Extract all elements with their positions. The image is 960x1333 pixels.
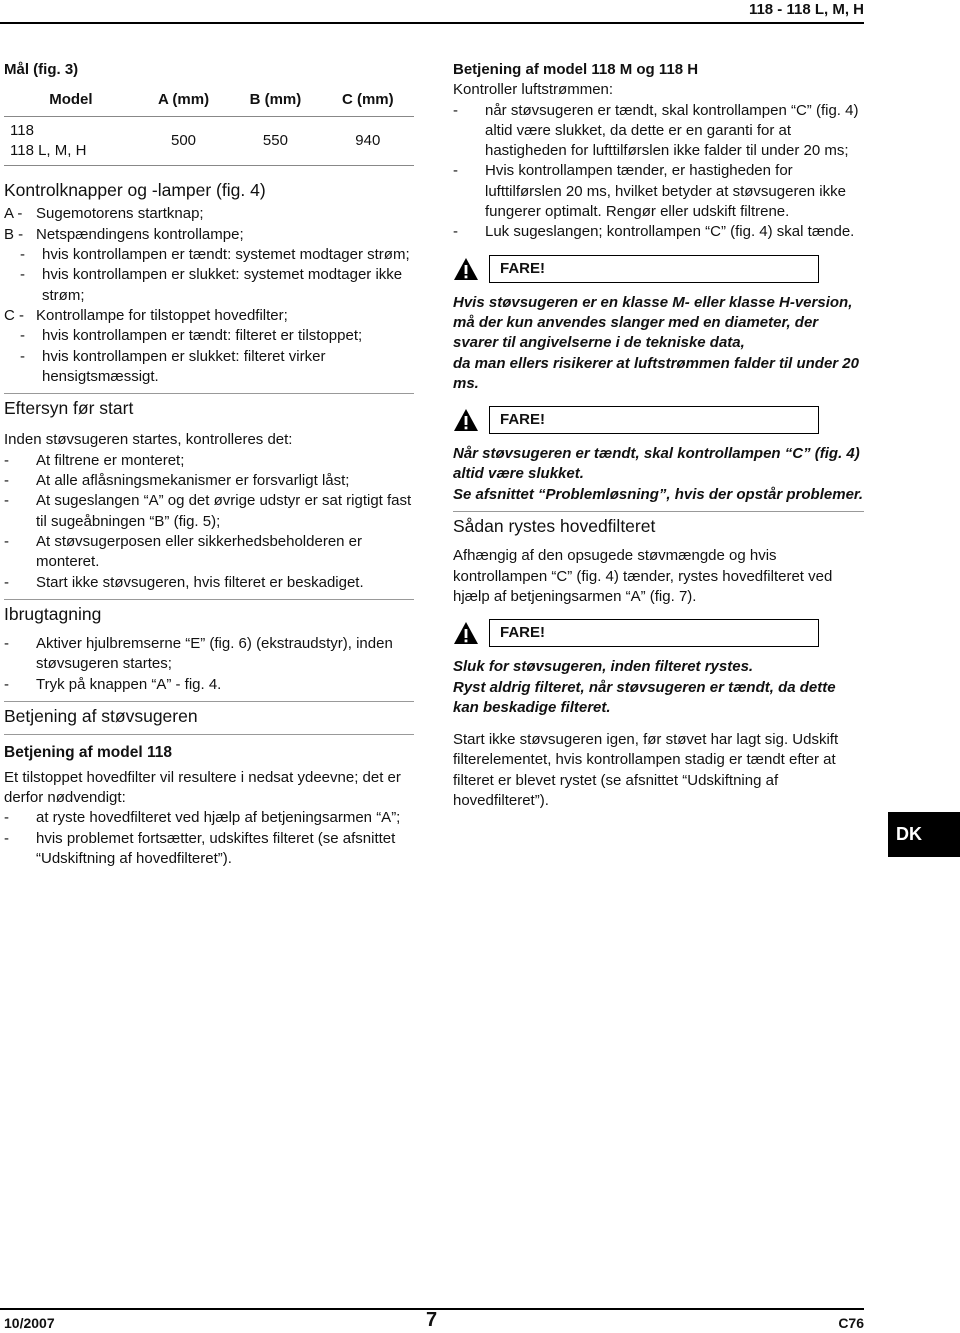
operation-intro: Et tilstoppet hovedfilter vil resultere i nedsat ydeevne; det er derfor nødvendigt: [4, 768, 401, 806]
list-marker: - [4, 635, 9, 653]
list-item [4, 471, 414, 491]
page-number: 7 [426, 1309, 438, 1331]
danger-text-1b: da man ellers risikerer at luftstrømmen falder til under 20 ms. [453, 354, 859, 392]
list-item [4, 265, 414, 306]
col-c: C (mm) [341, 91, 394, 109]
list-item-text: At sugeslangen “A” og det øvrige udstyr er sat rigtigt fast til sugeåbningen “B” (fig. 5); [36, 492, 412, 530]
right-column [453, 60, 864, 811]
warning-triangle-icon [453, 257, 479, 281]
value-c: 940 [322, 116, 414, 166]
danger-banner [453, 406, 864, 434]
list-marker: C - [4, 306, 24, 324]
col-b: B (mm) [249, 91, 302, 109]
operation-list [4, 808, 414, 869]
list-item [4, 225, 414, 245]
list-marker: - [453, 223, 458, 241]
list-marker: B - [4, 225, 24, 243]
list-item-text: hvis kontrollampen er tændt: systemet modtager strøm; [42, 246, 410, 264]
operation-title: Betjening af støvsugeren [4, 701, 414, 732]
list-item [4, 245, 414, 265]
list-marker: - [20, 246, 25, 264]
list-item-text: Aktiver hjulbremserne “E” (fig. 6) (ekstraudstyr), inden støvsugeren startes; [36, 635, 393, 673]
footer-date: 10/2007 [4, 1315, 55, 1331]
list-item [4, 326, 414, 346]
header-rule [0, 22, 864, 24]
list-item [453, 161, 864, 222]
list-marker: - [20, 327, 25, 345]
operation-subtitle: Betjening af model 118 [4, 734, 414, 763]
model-line: 118 [10, 121, 34, 139]
list-marker: - [4, 472, 9, 490]
inspection-list [4, 451, 414, 593]
model-mh-list [453, 101, 864, 243]
table-row [4, 116, 414, 166]
danger-banner [453, 619, 864, 647]
model-cell [4, 116, 138, 166]
list-item [4, 491, 414, 532]
list-item-text: Luk sugeslangen; kontrollampen “C” (fig. 4) skal tænde. [485, 223, 855, 241]
list-marker: - [4, 675, 9, 693]
danger-label: FARE! [489, 406, 819, 434]
warning-triangle-icon [453, 621, 479, 645]
list-item [453, 222, 864, 242]
danger-text-3a: Sluk for støvsugeren, inden filteret rystes. [453, 658, 754, 676]
list-item [4, 634, 414, 675]
list-item-text: at ryste hovedfilteret ved hjælp af betjeningsarmen “A”; [36, 809, 401, 827]
value-a: 500 [138, 116, 229, 166]
danger-text-1a: Hvis støvsugeren er en klasse M- eller klasse H-version, må der kun anvendes slanger med en diameter, der svarer til angivelserne i de tekniske data, [453, 293, 853, 352]
list-item-text: hvis kontrollampen er tændt: filteret er tilstoppet; [42, 327, 363, 345]
list-marker: - [4, 573, 9, 591]
list-item-text: Kontrollampe for tilstoppet hovedfilter; [36, 306, 288, 324]
dimensions-table [4, 84, 414, 166]
list-item-text: hvis problemet fortsætter, udskiftes filteret (se afsnittet “Udskiftning af hovedfilteret”). [36, 829, 396, 867]
list-marker: - [4, 532, 9, 550]
list-item-text: Netspændingens kontrollampe; [36, 225, 244, 243]
danger-label: FARE! [489, 255, 819, 283]
danger-text-2a: Når støvsugeren er tændt, skal kontrollampen “C” (fig. 4) altid være slukket. [453, 445, 860, 483]
col-a: A (mm) [157, 91, 210, 109]
list-marker: - [20, 347, 25, 365]
danger-banner [453, 255, 864, 283]
list-marker: - [453, 162, 458, 180]
page-header-model: 118 - 118 L, M, H [748, 1, 864, 18]
list-marker: - [453, 101, 458, 119]
list-item-text: At filtrene er monteret; [36, 451, 185, 469]
list-item-text: hvis kontrollampen er slukket: systemet modtager ikke strøm; [42, 266, 403, 304]
list-marker: - [4, 829, 9, 847]
list-item [4, 532, 414, 573]
col-model: Model [49, 91, 93, 109]
commissioning-list [4, 634, 414, 695]
controls-list [4, 204, 414, 387]
list-marker: A - [4, 205, 23, 223]
list-item [4, 306, 414, 326]
footer-code: C76 [838, 1315, 864, 1331]
list-item [4, 204, 414, 224]
model-mh-title: Betjening af model 118 M og 118 H [453, 61, 699, 78]
dimensions-title: Mål (fig. 3) [4, 61, 79, 78]
list-item [453, 101, 864, 162]
list-item [4, 808, 414, 828]
closing-text: Start ikke støvsugeren igen, før støvet har lagt sig. Udskift filterelementet, hvis kontrollampen stadig er tændt efter at filteret er blevet rystet (se afsnittet “Udskiftning af hovedfilteret”). [453, 731, 839, 810]
danger-text-3b: Ryst aldrig filteret, når støvsugeren er tændt, da dette kan beskadige filteret. [453, 678, 836, 716]
language-tab: DK [888, 812, 960, 857]
inspection-title: Eftersyn før start [4, 393, 414, 424]
danger-text-2b: Se afsnittet “Problemløsning”, hvis der opstår problemer. [453, 485, 864, 503]
list-item [4, 829, 414, 870]
value-b: 550 [229, 116, 321, 166]
shake-text: Afhængig af den opsugede støvmængde og hvis kontrollampen “C” (fig. 4) tænder, rystes hovedfilteret ved hjælp af betjeningsarmen “A” (fig. 7). [453, 547, 833, 605]
list-marker: - [4, 451, 9, 469]
model-line: 118 L, M, H [10, 141, 87, 159]
danger-label: FARE! [489, 619, 819, 647]
list-marker: - [4, 492, 9, 510]
list-item-text: At alle aflåsningsmekanismer er forsvarligt låst; [36, 472, 350, 490]
commissioning-title: Ibrugtagning [4, 599, 414, 630]
list-marker: - [20, 266, 25, 284]
left-column [4, 60, 414, 869]
list-item-text: At støvsugerposen eller sikkerhedsbeholderen er monteret. [36, 532, 363, 571]
list-item-text: hvis kontrollampen er slukket: filteret virker hensigtsmæssigt. [42, 347, 326, 385]
list-item-text: Hvis kontrollampen tænder, er hastigheden for lufttilførslen 20 ms, hvilket betyder at støvsugeren ikke fungerer optimalt. Rengør eller udskift filtrene. [485, 162, 846, 221]
list-marker: - [4, 809, 9, 827]
inspection-intro: Inden støvsugeren startes, kontrolleres det: [4, 431, 293, 449]
list-item-text: når støvsugeren er tændt, skal kontrollampen “C” (fig. 4) altid være slukket, da dette er en garanti for at hastigheden for lufttilførslen ikke falder til under 20 ms; [485, 101, 859, 160]
model-mh-intro: Kontroller luftstrømmen: [453, 81, 614, 99]
list-item-text: Tryk på knappen “A” - fig. 4. [36, 675, 222, 693]
controls-title: Kontrolknapper og -lamper (fig. 4) [4, 180, 266, 201]
warning-triangle-icon [453, 408, 479, 432]
list-item [4, 451, 414, 471]
list-item [4, 675, 414, 695]
list-item [4, 347, 414, 388]
list-item [4, 573, 414, 593]
shake-title: Sådan rystes hovedfilteret [453, 511, 864, 542]
list-item-text: Sugemotorens startknap; [36, 205, 204, 223]
list-item-text: Start ikke støvsugeren, hvis filteret er beskadiget. [36, 573, 364, 591]
